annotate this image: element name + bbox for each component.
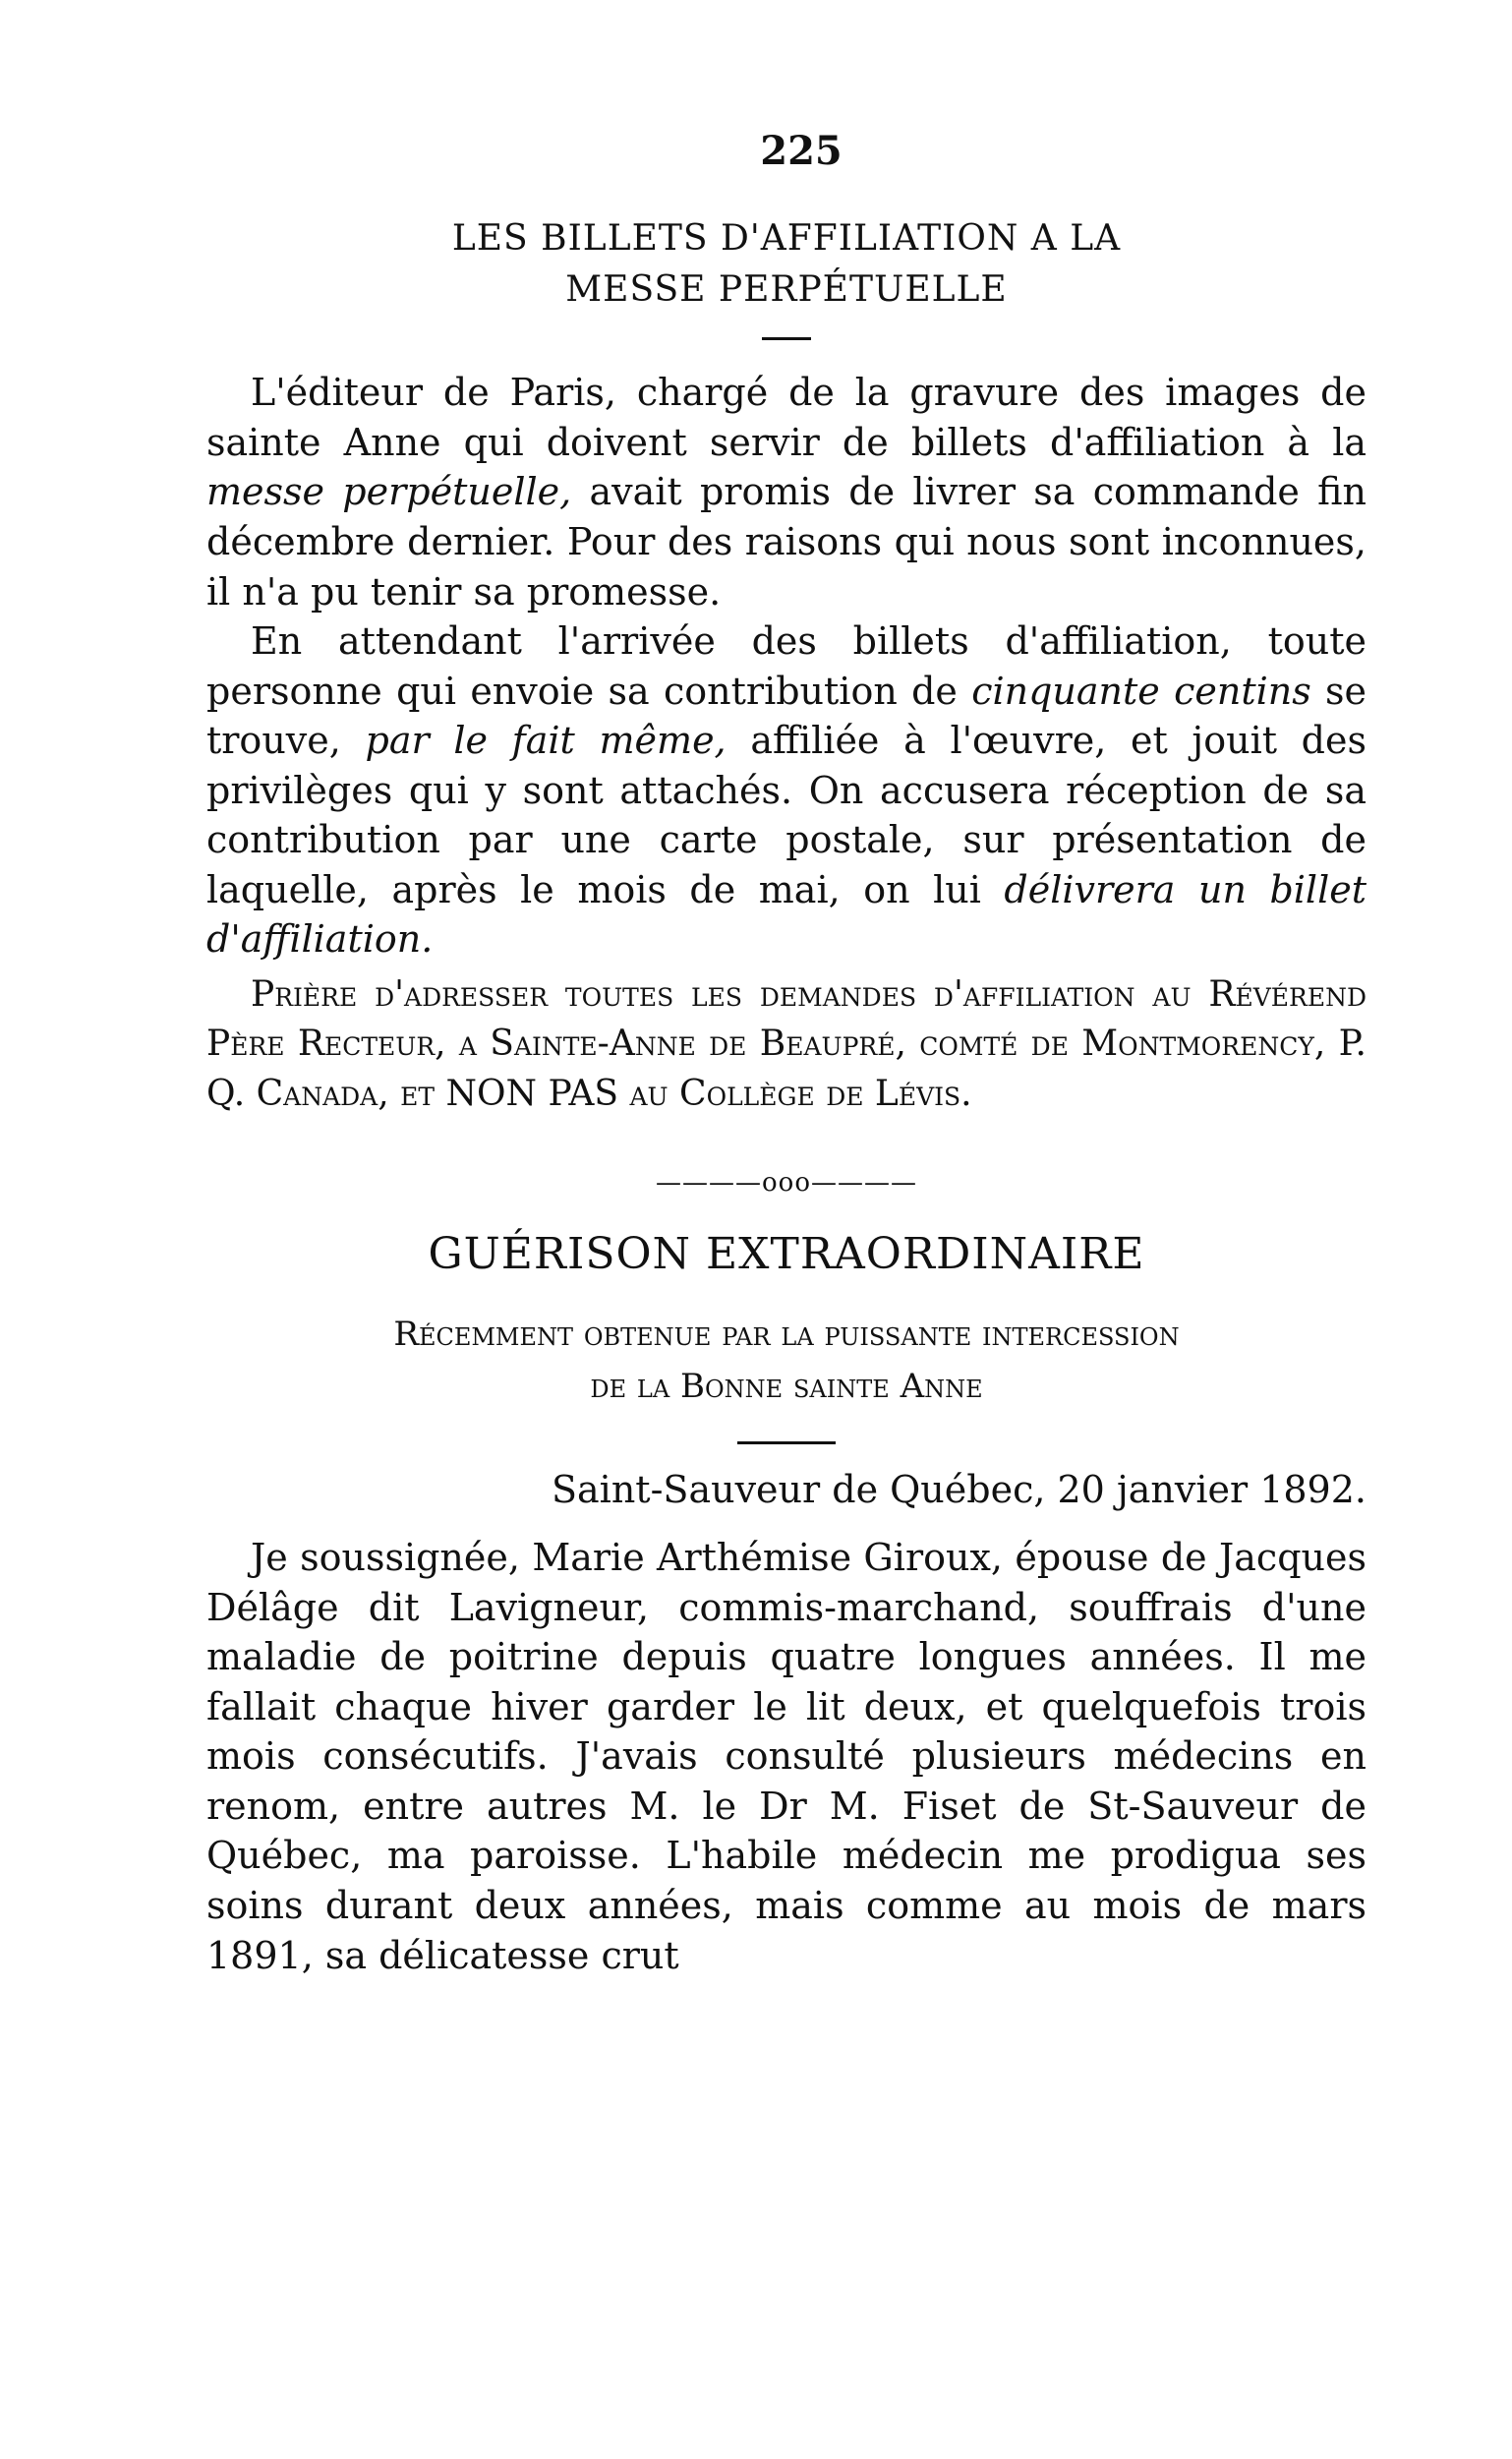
- paragraph-testimony: Je soussignée, Marie Arthémise Giroux, épouse de Jacques Délâge dit Lavigneur, commis-marchand, souffrais d'une maladie de poitrine depuis quatre longues années. Il me fallait chaque hiver garder le lit deux, et quelquefois trois mois consécutifs. J'avais consulté plusieurs médecins en renom, entre autres M. le Dr M. Fiset de St-Sauveur de Québec, ma paroisse. L'habile médecin me prodigua ses soins durant deux années, mais comme au mois de mars 1891, sa délicatesse crut: [206, 1536, 1367, 1977]
- healing-subtitle-line1: Récemment obtenue par la puissante intercession: [393, 1314, 1180, 1354]
- section-separator: ————ooo————: [656, 1167, 917, 1198]
- italic-run: cinquante centins: [971, 669, 1311, 713]
- text-run: affiliée à l'œuvre, et jouit des privilèges qui y sont attachés. On accusera réception de sa contribution par une carte postale, sur présentation de laquelle, après le mois de mai, on lui: [206, 719, 1367, 911]
- paragraph-editor: [206, 368, 1367, 616]
- text-run: avait promis de livrer sa commande fin décembre dernier. Pour des raisons qui nous sont inconnues, il n'a pu tenir sa promesse.: [206, 470, 1367, 614]
- title-rule: [762, 337, 811, 340]
- section-affiliation: [206, 213, 1367, 316]
- italic-run: délivrera un billet d'affiliation.: [206, 867, 1367, 962]
- section-title-line2: MESSE PERPÉTUELLE: [565, 269, 1008, 311]
- text-run: L'éditeur de Paris, chargé de la gravure des images de sainte Anne qui doivent servir de billets d'affiliation à la: [206, 371, 1367, 464]
- dateline: Saint-Sauveur de Québec, 20 janvier 1892.: [551, 1468, 1367, 1512]
- document-page: [206, 128, 1367, 1980]
- healing-title: GUÉRISON EXTRAORDINAIRE: [428, 1228, 1145, 1279]
- page-number: 225: [760, 128, 843, 174]
- paragraph-waiting: [206, 616, 1367, 965]
- subtitle-rule: [737, 1441, 836, 1444]
- healing-subtitle-line2: de la Bonne sainte Anne: [590, 1366, 983, 1406]
- italic-run: messe perpétuelle,: [206, 470, 572, 514]
- text-run: se trouve,: [206, 669, 1367, 763]
- section-title-line1: LES BILLETS D'AFFILIATION A LA: [451, 218, 1122, 259]
- address-notice: Prière d'adresser toutes les demandes d'affiliation au Révérend Père Recteur, a Sainte-Anne de Beaupré, comté de Montmorency, P. Q. Canada, et NON PAS au Collège de Lévis.: [206, 973, 1367, 1114]
- italic-run: par le fait même,: [365, 719, 727, 763]
- text-run: En attendant l'arrivée des billets d'affiliation, toute personne qui envoie sa contribution de: [206, 619, 1367, 713]
